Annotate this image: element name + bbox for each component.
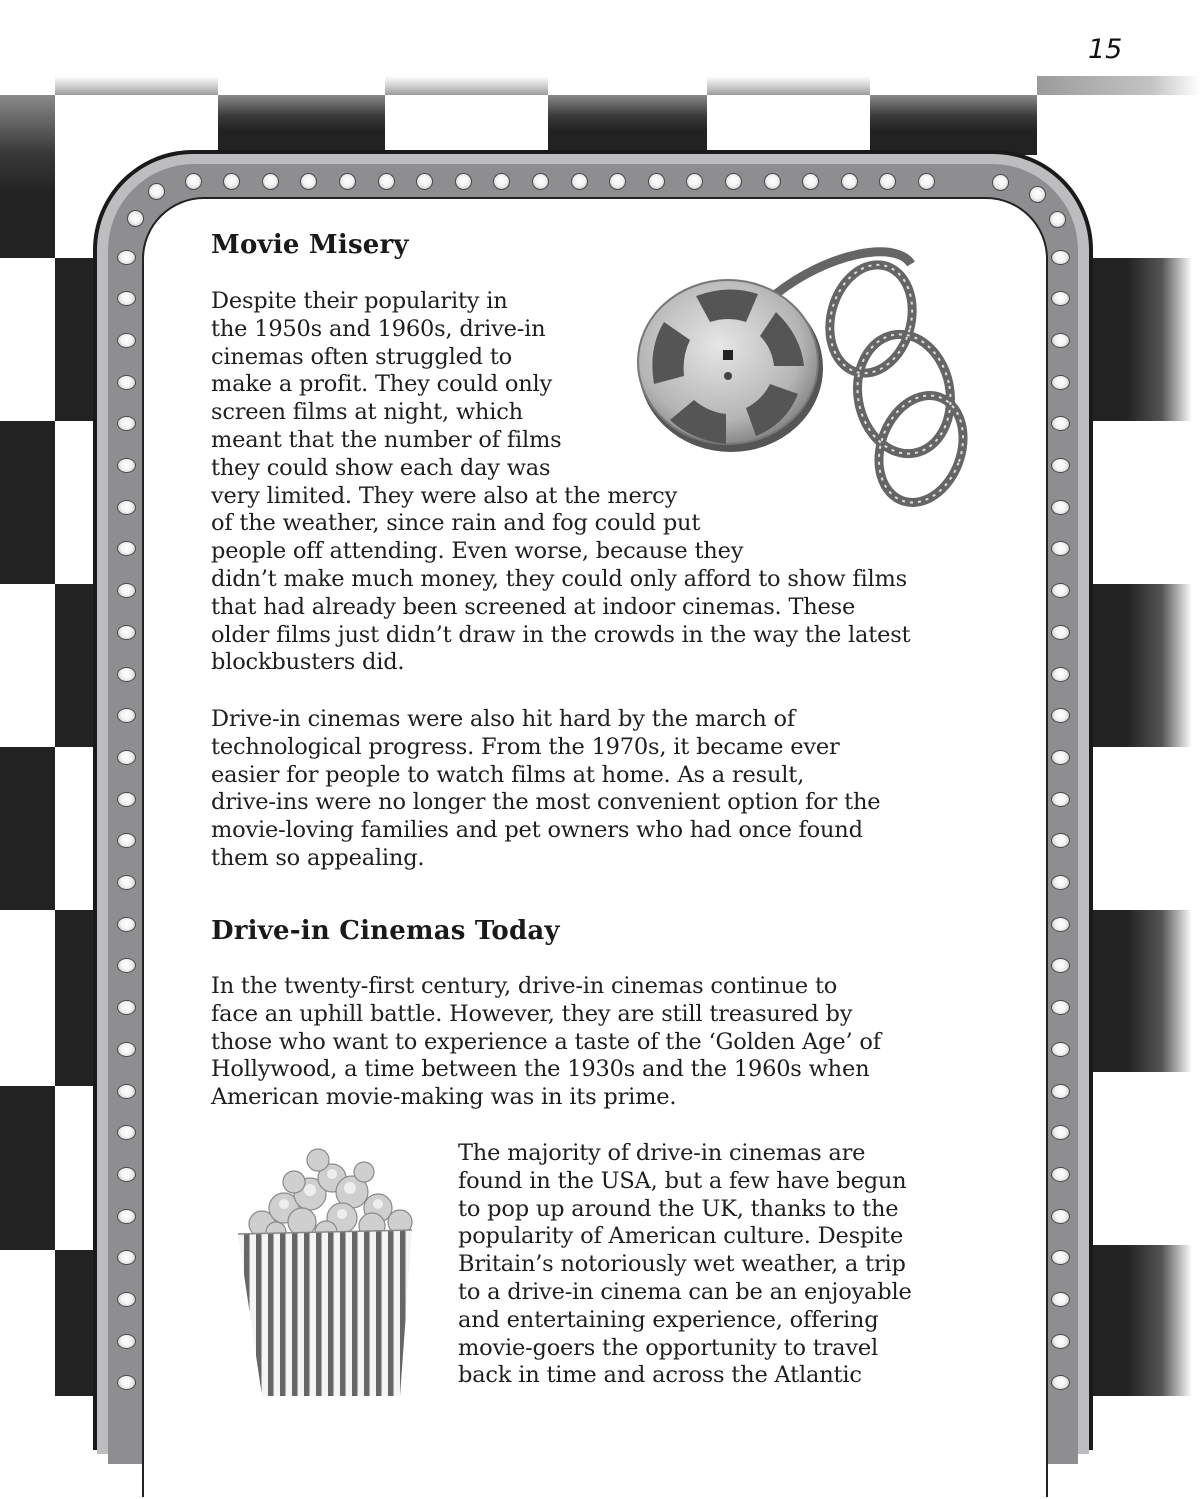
marquee-bulb-icon — [117, 917, 136, 932]
marquee-bulb-icon — [1051, 667, 1070, 682]
marquee-bulb-icon — [725, 173, 742, 190]
section-heading-drive-in-cinemas-today: Drive-in Cinemas Today — [211, 916, 560, 946]
marquee-bulb-icon — [1049, 211, 1066, 228]
marquee-bulb-icon — [117, 416, 136, 431]
marquee-bulb-icon — [117, 667, 136, 682]
marquee-bulb-icon — [1051, 333, 1070, 348]
paragraph-drive-in-today-2 — [458, 1140, 912, 1390]
marquee-bulb-icon — [1051, 1292, 1070, 1307]
text-line: movie-loving families and pet owners who had once found — [211, 817, 863, 844]
text-line: cinemas often struggled to — [211, 343, 513, 370]
marquee-bulb-icon — [802, 173, 819, 190]
marquee-bulb-icon — [117, 1209, 136, 1224]
marquee-bulb-icon — [416, 173, 433, 190]
marquee-bulb-icon — [117, 1084, 136, 1099]
marquee-bulb-icon — [841, 173, 858, 190]
marquee-bulb-icon — [571, 173, 588, 190]
text-line: drive-ins were no longer the most convenient option for the — [211, 789, 881, 816]
text-line: to a drive-in cinema can be an enjoyable — [458, 1278, 912, 1305]
marquee-bulb-icon — [117, 750, 136, 765]
marquee-bulb-icon — [185, 173, 202, 190]
marquee-bulb-icon — [1051, 1084, 1070, 1099]
popcorn-icon — [232, 1142, 422, 1396]
text-line: people off attending. Even worse, because they — [211, 538, 744, 565]
marquee-bulb-icon — [1051, 1250, 1070, 1265]
marquee-bulb-icon — [609, 173, 626, 190]
text-line: technological progress. From the 1970s, it became ever — [211, 733, 840, 760]
marquee-bulb-icon — [532, 173, 549, 190]
checker-square — [218, 95, 385, 155]
marquee-bulb-icon — [148, 183, 165, 200]
marquee-bulb-icon — [117, 833, 136, 848]
marquee-bulb-icon — [117, 1334, 136, 1349]
marquee-bulb-icon — [686, 173, 703, 190]
marquee-bulb-icon — [1051, 250, 1070, 265]
marquee-bulb-icon — [117, 1125, 136, 1140]
marquee-bulb-icon — [117, 625, 136, 640]
marquee-bulb-icon — [1051, 1042, 1070, 1057]
marquee-bulb-icon — [117, 1250, 136, 1265]
marquee-bulb-icon — [339, 173, 356, 190]
marquee-bulb-icon — [879, 173, 896, 190]
marquee-bulb-icon — [918, 173, 935, 190]
marquee-bulb-icon — [117, 541, 136, 556]
text-line: to pop up around the UK, thanks to the — [458, 1195, 899, 1222]
text-line: blockbusters did. — [211, 649, 405, 676]
text-line: they could show each day was — [211, 454, 551, 481]
text-line: popularity of American culture. Despite — [458, 1223, 904, 1250]
marquee-bulb-icon — [117, 375, 136, 390]
marquee-bulb-icon — [1051, 416, 1070, 431]
marquee-bulb-icon — [1051, 750, 1070, 765]
marquee-bulb-icon — [117, 792, 136, 807]
checker-square — [1092, 258, 1192, 421]
text-line: Despite their popularity in — [211, 288, 508, 314]
popcorn-image — [232, 1142, 422, 1396]
checker-square — [385, 76, 548, 95]
marquee-bulb-icon — [493, 173, 510, 190]
marquee-bulb-icon — [117, 958, 136, 973]
marquee-bulb-icon — [1051, 1167, 1070, 1182]
text-line: them so appealing. — [211, 844, 425, 871]
marquee-bulb-icon — [1051, 1375, 1070, 1390]
checker-square — [0, 421, 55, 584]
text-line: meant that the number of films — [211, 426, 562, 453]
text-line: that had already been screened at indoor cinemas. These — [211, 593, 856, 620]
marquee-bulb-icon — [648, 173, 665, 190]
text-line: movie-goers the opportunity to travel — [458, 1334, 878, 1361]
checker-square — [870, 95, 1037, 155]
text-line: The majority of drive-in cinemas are — [458, 1140, 866, 1166]
marquee-bulb-icon — [1051, 291, 1070, 306]
marquee-bulb-icon — [300, 173, 317, 190]
marquee-bulb-icon — [1051, 458, 1070, 473]
marquee-bulb-icon — [1051, 833, 1070, 848]
marquee-bulb-icon — [262, 173, 279, 190]
checker-square — [548, 95, 707, 155]
marquee-bulb-icon — [992, 174, 1009, 191]
paragraph-movie-misery-2 — [211, 706, 880, 873]
text-line: Drive-in cinemas were also hit hard by the march of — [211, 706, 795, 732]
marquee-bulb-icon — [1051, 708, 1070, 723]
marquee-bulb-icon — [117, 708, 136, 723]
film-reel-image — [636, 244, 976, 524]
marquee-bulb-icon — [223, 173, 240, 190]
text-line: and entertaining experience, offering — [458, 1306, 879, 1333]
checker-square — [1092, 910, 1192, 1072]
checker-square — [55, 258, 95, 421]
text-line: face an uphill battle. However, they are still treasured by — [211, 1000, 853, 1027]
checker-square — [55, 76, 218, 95]
marquee-bulb-icon — [455, 173, 472, 190]
text-line: American movie-making was in its prime. — [211, 1084, 677, 1111]
checker-square — [0, 747, 55, 910]
marquee-bulb-icon — [378, 173, 395, 190]
checker-square — [0, 1086, 55, 1250]
text-line: of the weather, since rain and fog could put — [211, 510, 701, 537]
text-line: back in time and across the Atlantic — [458, 1362, 862, 1389]
text-line: Hollywood, a time between the 1930s and the 1960s when — [211, 1056, 870, 1083]
marquee-bulb-icon — [117, 875, 136, 890]
marquee-bulb-icon — [117, 1042, 136, 1057]
marquee-bulb-icon — [1051, 541, 1070, 556]
text-line: make a profit. They could only — [211, 371, 553, 398]
marquee-bulb-icon — [117, 1000, 136, 1015]
text-line: older films just didn’t draw in the crowds in the way the latest — [211, 621, 911, 648]
marquee-bulb-icon — [117, 250, 136, 265]
marquee-bulb-icon — [117, 1375, 136, 1390]
page-number: 15 — [1088, 34, 1123, 65]
marquee-bulb-icon — [1051, 583, 1070, 598]
checker-square — [707, 76, 870, 95]
marquee-bulb-icon — [764, 173, 781, 190]
marquee-bulb-icon — [117, 1292, 136, 1307]
marquee-bulb-icon — [1051, 500, 1070, 515]
paragraph-drive-in-today-1 — [211, 973, 881, 1112]
film-reel-icon — [636, 244, 976, 524]
marquee-bulb-icon — [1029, 186, 1046, 203]
checker-square — [55, 584, 95, 747]
marquee-bulb-icon — [1051, 625, 1070, 640]
marquee-bulb-icon — [1051, 1125, 1070, 1140]
marquee-bulb-icon — [1051, 1000, 1070, 1015]
marquee-bulb-icon — [1051, 1209, 1070, 1224]
section-heading-movie-misery: Movie Misery — [211, 230, 409, 260]
text-line: the 1950s and 1960s, drive-in — [211, 315, 546, 342]
marquee-bulb-icon — [117, 333, 136, 348]
text-line: found in the USA, but a few have begun — [458, 1167, 907, 1194]
checker-square — [55, 910, 95, 1086]
marquee-bulb-icon — [117, 291, 136, 306]
marquee-bulb-icon — [117, 458, 136, 473]
text-line: easier for people to watch films at home. As a result, — [211, 761, 805, 788]
text-line: those who want to experience a taste of the ‘Golden Age’ of — [211, 1028, 881, 1055]
marquee-bulb-icon — [1051, 1334, 1070, 1349]
marquee-bulb-icon — [127, 210, 144, 227]
text-line: very limited. They were also at the mercy — [211, 482, 678, 509]
marquee-bulb-icon — [1051, 792, 1070, 807]
marquee-bulb-icon — [1051, 875, 1070, 890]
checker-square — [1037, 76, 1200, 95]
marquee-bulb-icon — [117, 1167, 136, 1182]
checker-square — [1092, 1245, 1192, 1396]
marquee-bulb-icon — [1051, 958, 1070, 973]
text-line: In the twenty-first century, drive-in cinemas continue to — [211, 973, 838, 999]
marquee-bulb-icon — [1051, 375, 1070, 390]
checker-square — [1092, 584, 1192, 747]
text-line: didn’t make much money, they could only afford to show films — [211, 565, 907, 592]
text-line: Britain’s notoriously wet weather, a trip — [458, 1251, 906, 1278]
marquee-bulb-icon — [1051, 917, 1070, 932]
checker-square — [55, 1250, 95, 1396]
checker-square — [0, 95, 55, 258]
marquee-bulb-icon — [117, 500, 136, 515]
marquee-bulb-icon — [117, 583, 136, 598]
text-line: screen films at night, which — [211, 399, 523, 426]
